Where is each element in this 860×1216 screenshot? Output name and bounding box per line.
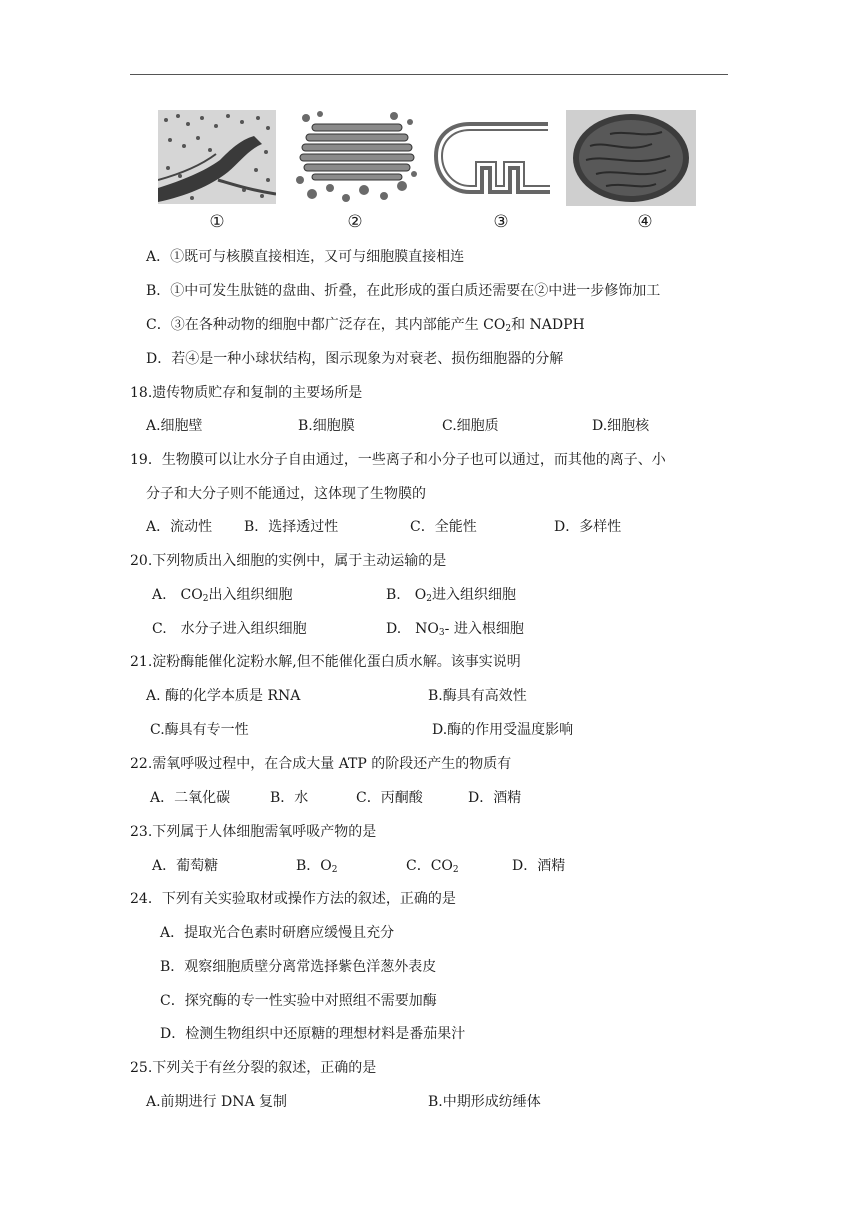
q20-option-c: C. 水分子进入组织细胞 — [152, 621, 307, 637]
figure-label-3: ③ — [493, 212, 509, 232]
header-rule — [130, 74, 728, 75]
q21-option-a: A. 酶的化学本质是 RNA — [146, 688, 301, 704]
q23-option-a: A．葡萄糖 — [152, 858, 219, 874]
q24-option-d: D．检测生物组织中还原糖的理想材料是番茄果汁 — [160, 1026, 466, 1042]
q22-stem: 22.需氧呼吸过程中，在合成大量 ATP 的阶段还产生的物质有 — [130, 756, 512, 772]
q19-option-b: B．选择透过性 — [244, 519, 339, 535]
q19-option-a: A．流动性 — [146, 519, 213, 535]
q17-option-b: B．①中可发生肽链的盘曲、折叠，在此形成的蛋白质还需要在②中进一步修饰加工 — [146, 283, 661, 299]
q18-option-d: D.细胞核 — [592, 418, 650, 434]
q19-stem-line2: 分子和大分子则不能通过，这体现了生物膜的 — [146, 486, 426, 502]
q21-option-c: C.酶具有专一性 — [150, 722, 249, 738]
q24-stem: 24．下列有关实验取材或操作方法的叙述，正确的是 — [130, 891, 456, 907]
q18-option-c: C.细胞质 — [442, 418, 499, 434]
q20-option-a: A. $CO_2$出入组织细胞 — [152, 587, 293, 604]
er-micrograph-image — [158, 110, 276, 204]
q19-option-c: C．全能性 — [410, 519, 477, 535]
q21-option-b: B.酶具有高效性 — [428, 688, 527, 704]
q21-option-d: D.酶的作用受温度影响 — [432, 722, 574, 738]
q22-option-d: D．酒精 — [468, 790, 522, 806]
q25-option-b: B.中期形成纺缍体 — [428, 1094, 541, 1110]
q20-option-d: D. $NO_3-$ 进入根细胞 — [386, 621, 524, 638]
q19-stem-line1: 19．生物膜可以让水分子自由通过，一些离子和小分子也可以通过，而其他的离子、小 — [130, 452, 666, 468]
figure-label-4: ④ — [637, 212, 653, 232]
figure-label-1: ① — [209, 212, 225, 232]
q23-option-b: B．$O_2$ — [296, 858, 338, 875]
q20-stem: 20.下列物质出入细胞的实例中，属于主动运输的是 — [130, 553, 447, 569]
q24-option-b: B．观察细胞质壁分离常选择紫色洋葱外表皮 — [160, 959, 437, 975]
q21-stem: 21.淀粉酶能催化淀粉水解,但不能催化蛋白质水解。该事实说明 — [130, 654, 521, 670]
q22-option-b: B．水 — [270, 790, 309, 806]
q18-option-b: B.细胞膜 — [298, 418, 355, 434]
q17-option-a: A．①既可与核膜直接相连，又可与细胞膜直接相连 — [146, 249, 465, 265]
q22-option-a: A．二氧化碳 — [150, 790, 231, 806]
q23-option-c: C．$CO_2$ — [406, 858, 459, 875]
q25-option-a: A.前期进行 DNA 复制 — [146, 1094, 288, 1110]
q17-option-c: C．③在各种动物的细胞中都广泛存在，其内部能产生 $CO_2$和 NADPH — [146, 317, 585, 334]
q22-option-c: C．丙酮酸 — [356, 790, 423, 806]
q23-option-d: D．酒精 — [512, 858, 566, 874]
q17-option-d: D．若④是一种小球状结构，图示现象为对衰老、损伤细胞器的分解 — [146, 351, 564, 367]
q20-option-b: B. $O_2$进入组织细胞 — [386, 587, 516, 604]
q18-option-a: A.细胞壁 — [146, 418, 203, 434]
mitochondrion-micrograph-image — [566, 110, 696, 206]
q24-option-a: A．提取光合色素时研磨应缓慢且充分 — [160, 925, 395, 941]
q18-stem: 18.遗传物质贮存和复制的主要场所是 — [130, 385, 363, 401]
q23-stem: 23.下列属于人体细胞需氧呼吸产物的是 — [130, 824, 377, 840]
membrane-fold-diagram-image — [430, 110, 552, 200]
q25-stem: 25.下列关于有丝分裂的叙述，正确的是 — [130, 1060, 377, 1076]
figure-label-2: ② — [347, 212, 363, 232]
q19-option-d: D．多样性 — [554, 519, 622, 535]
golgi-diagram-image — [294, 110, 420, 204]
q24-option-c: C．探究酶的专一性实验中对照组不需要加酶 — [160, 993, 437, 1009]
